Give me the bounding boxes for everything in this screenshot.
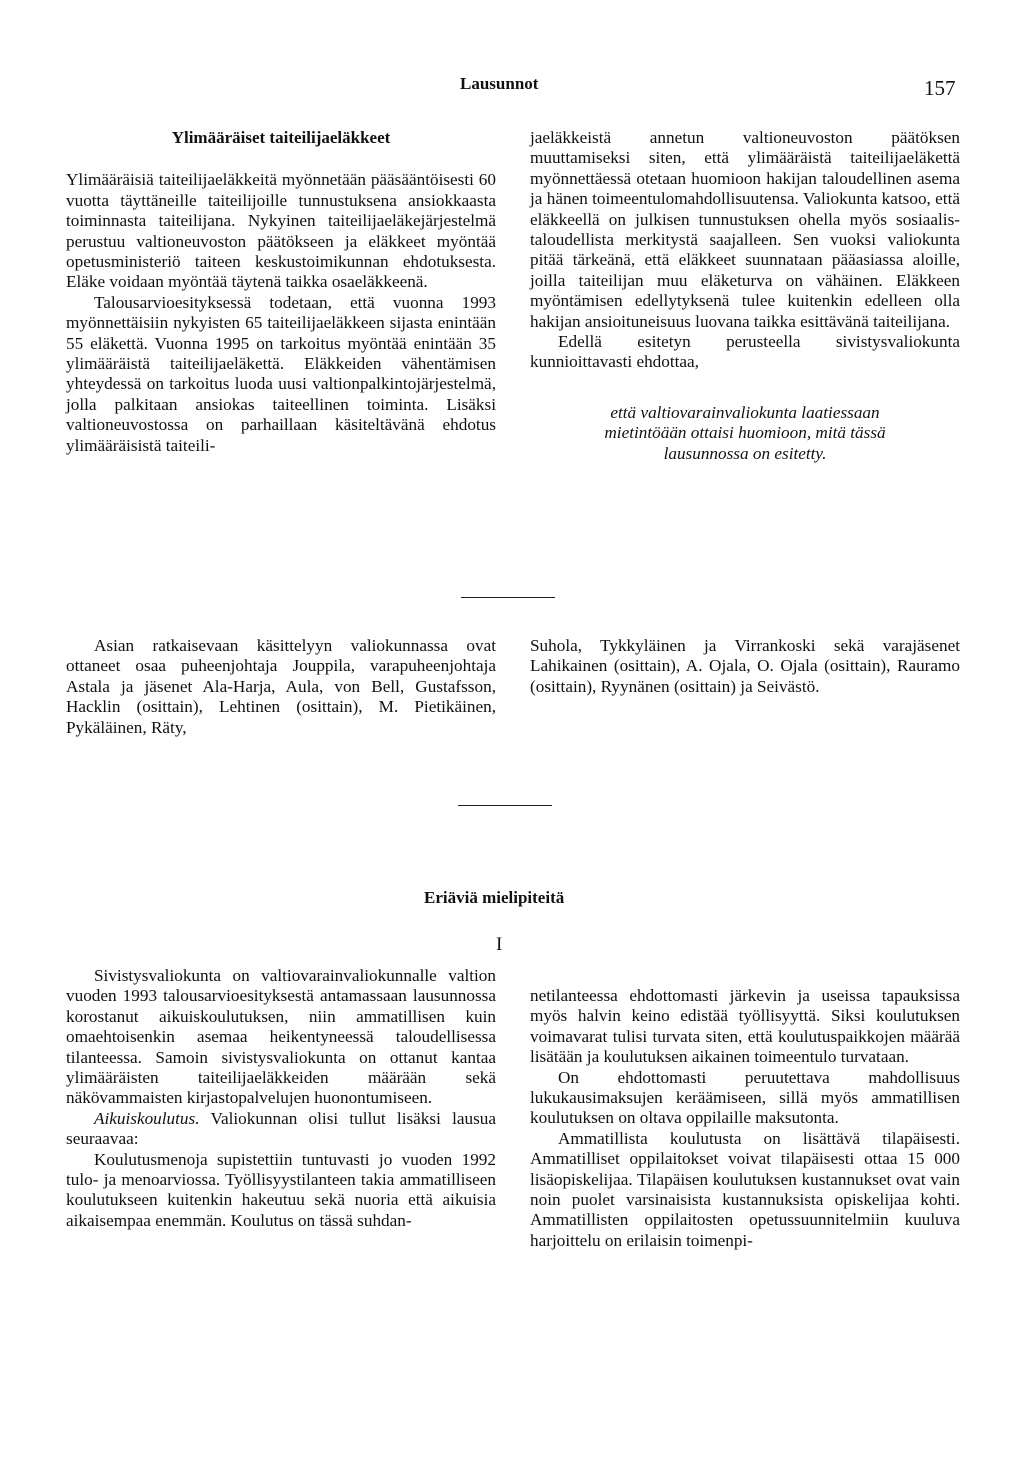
paragraph: Asian ratkaisevaan käsittelyyn valiokunnassa ovat ottaneet osaa puheenjohtaja Jouppila, varapuheenjohtaja Astala ja jäsenet Ala-Harja, Aula, von Bell, Gustafsson, Hacklin (osittain), Lehtinen (osittain), M. Pietikäinen, Pykäläinen, Räty, — [66, 636, 496, 737]
right-top-column — [530, 128, 960, 464]
participants-left — [66, 636, 496, 738]
participants-right — [530, 636, 960, 697]
subheading-italic: Aikuiskoulutus. — [94, 1108, 200, 1128]
dissent-heading: Eriäviä mielipiteitä — [424, 888, 565, 907]
paragraph: Talousarvioesityksessä todetaan, että vuonna 1993 myönnettäisiin nykyisten 65 taiteilijaeläkkeen sijasta enintään 55 eläkettä. Vuonna 1995 on tarkoitus myöntää enintään 35 ylimääräistä taiteilijaeläkettä. Eläkkeiden vähentämisen yhteydessä on tarkoitus luoda uusi valtionpalkintojärjestelmä, jolla palkitaan ansiokas taiteellinen toiminta. Lisäksi valtioneuvostossa on parhaillaan käsiteltävänä ehdotus ylimääräisistä taiteili- — [66, 292, 496, 455]
divider — [461, 597, 555, 598]
paragraph: netilanteessa ehdottomasti järkevin ja useissa tapauksissa myös halvin keino edistää työllisyyttä. Siksi koulutuksen voimavarat tulisi turvata siten, että koulutuspaikkojen määrää lisätään ja koulutuksen aikainen toimeentulo turvataan. — [530, 986, 960, 1067]
paragraph: Koulutusmenoja supistettiin tuntuvasti jo vuoden 1992 tulo- ja menoarviossa. Työllisyystilanteen takia ammatilliseen koulutukseen kuitenkin hakeutuu sekä nuoria että aikuisia aikaisempaa enemmän. Koulutus on tässä suhdan- — [66, 1149, 496, 1230]
dissent-right-column — [530, 986, 960, 1251]
running-title: Lausunnot — [460, 74, 539, 93]
divider — [458, 805, 552, 806]
page-number: 157 — [924, 76, 956, 100]
paragraph — [66, 1109, 496, 1150]
left-top-column — [66, 128, 496, 456]
paragraph: Ylimääräisiä taiteilijaeläkkeitä myönnetään pääsääntöisesti 60 vuotta täyttäneille taiteilijoille tunnustuksena ansiokkaasta toiminnasta taiteilijana. Nykyinen taiteilijaeläkejärjestelmä perustuu valtioneuvoston päätökseen ja eläkkeet myöntää opetusministeriö taiteen keskustoimikunnan ehdotuksesta. Eläke voidaan myöntää täytenä taikka osaeläkkeenä. — [66, 170, 496, 292]
roman-numeral: I — [496, 934, 503, 955]
proposal-text: että valtiovarainvaliokunta laatiessaan mietintöään ottaisi huomioon, mitä tässä lausunnossa on esitetty. — [604, 402, 886, 463]
paragraph: Suhola, Tykkyläinen ja Virrankoski sekä varajäsenet Lahikainen (osittain), A. Ojala, O. Ojala (osittain), Rauramo (osittain), Ryynänen (osittain) ja Seivästö. — [530, 636, 960, 696]
paragraph: Sivistysvaliokunta on valtiovarainvaliokunnalle valtion vuoden 1993 talousarvioesityksestä antamassaan lausunnossa korostanut aikuiskoulutuksen, niin ammatillisen kuin omaehtoisenkin asemaa heikentyneessä taloudellisessa tilanteessa. Samoin sivistysvaliokunta on ottanut kantaa ylimääräisten taiteilijaeläkkeiden määrään sekä näkövammaisten kirjastopalvelujen huonontumiseen. — [66, 966, 496, 1108]
paragraph: Edellä esitetyn perusteella sivistysvaliokunta kunnioittavasti ehdottaa, — [530, 332, 960, 372]
dissent-left-column — [66, 966, 496, 1231]
section-heading-pensions: Ylimääräiset taiteilijaeläkkeet — [171, 128, 391, 147]
paragraph: Ammatillista koulutusta on lisättävä tilapäisesti. Ammatilliset oppilaitokset voivat tilapäisesti ottaa 15 000 lisäopiskelijaa. Tilapäisen koulutuksen kustannukset ovat vain noin puolet varsinaisista kustannuksista opiskelijaa kohti. Ammatillisten oppilaitosten opetussuunnitelmiin kuuluva harjoittelu on erilaisin toimenpi- — [530, 1128, 960, 1250]
paragraph-text: Valiokunnan olisi tullut lisäksi lausua seuraavaa: — [66, 1108, 496, 1149]
paragraph: jaeläkkeistä annetun valtioneuvoston päätöksen muuttamiseksi siten, että ylimääräistä taiteilijaeläkettä myönnettäessä otetaan huomioon hakijan taloudellinen asema ja hänen toimeentulomahdollisuutensa. Valiokunta katsoo, että eläkkeellä on julkisen tunnustuksen ohella myös sosiaalis-taloudellista merkitystä saajalleen. Sen vuoksi valiokunta pitää tärkeänä, että eläkkeet suunnataan pääasiassa aloille, joilla taiteilijan muu eläketurva on vähäinen. Eläkkeen myöntämisen edellytyksenä tulee kuitenkin edelleen olla hakijan ansioituneisuus luovana taikka esittävänä taiteilijana. — [530, 128, 960, 331]
paragraph: On ehdottomasti peruutettava mahdollisuus lukukausimaksujen keräämiseen, sillä myös ammatillisen koulutuksen on oltava oppilaille maksutonta. — [530, 1067, 960, 1128]
